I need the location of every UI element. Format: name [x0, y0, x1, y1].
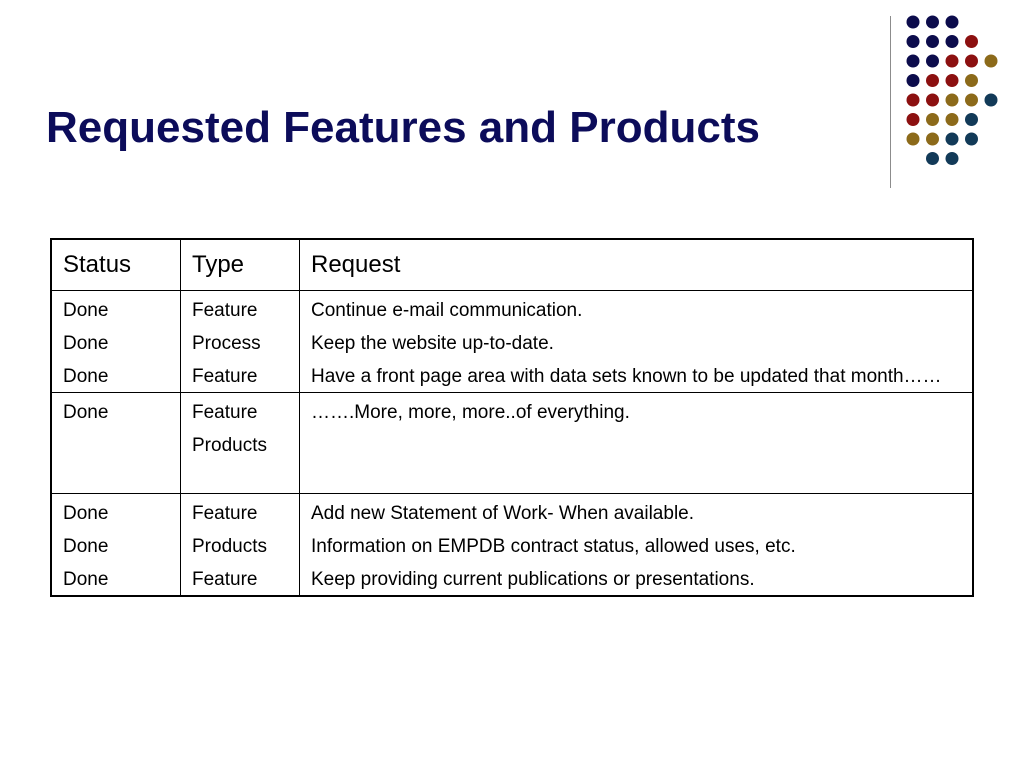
decoration-dot [946, 74, 959, 87]
type-value: Feature [192, 300, 258, 321]
decoration-dot [907, 16, 920, 29]
request-text: Add new Statement of Work- When available. [311, 503, 695, 524]
decoration-dot [907, 133, 920, 146]
type-cell [181, 494, 300, 597]
decoration-dot [946, 133, 959, 146]
header-status: Status [51, 239, 181, 291]
request-text: …….More, more, more..of everything. [311, 402, 630, 423]
type-value: Feature [192, 402, 258, 423]
request-cell [300, 291, 974, 393]
decoration-dot [985, 55, 998, 68]
decoration-dot [907, 113, 920, 126]
status-value: Done [63, 569, 109, 590]
request-text: Continue e-mail communication. [311, 300, 583, 321]
type-value: Feature [192, 503, 258, 524]
slide-title: Requested Features and Products [46, 103, 760, 152]
type-value: Feature [192, 569, 258, 590]
status-value: Done [63, 366, 109, 387]
decoration-dot [926, 35, 939, 48]
decoration-dot [946, 94, 959, 107]
decoration-dot [965, 74, 978, 87]
request-text: Keep providing current publications or presentations. [311, 569, 755, 590]
table-row [51, 393, 973, 494]
table-header-row [51, 239, 973, 291]
status-value: Done [63, 536, 109, 557]
table-row [51, 494, 973, 597]
type-value: Feature [192, 366, 258, 387]
request-cell [300, 393, 974, 494]
decoration-dot [965, 133, 978, 146]
status-value: Done [63, 402, 109, 423]
header-type: Type [181, 239, 300, 291]
request-text: Keep the website up-to-date. [311, 333, 554, 354]
decoration-dot [926, 133, 939, 146]
type-cell [181, 291, 300, 393]
type-value: Products [192, 435, 267, 456]
decoration-dot [926, 16, 939, 29]
decoration-dot [946, 35, 959, 48]
request-cell [300, 494, 974, 597]
decoration-dot [926, 94, 939, 107]
decoration-dot [907, 55, 920, 68]
decoration-dot [985, 94, 998, 107]
type-cell [181, 393, 300, 494]
request-text: Information on EMPDB contract status, allowed uses, etc. [311, 536, 796, 557]
decoration-dot [926, 113, 939, 126]
decoration-dot [965, 113, 978, 126]
decoration-dot [965, 55, 978, 68]
status-cell [51, 291, 181, 393]
decoration-dot [965, 94, 978, 107]
status-value: Done [63, 300, 109, 321]
title-divider [890, 16, 891, 188]
decoration-dot [946, 152, 959, 165]
type-value: Process [192, 333, 261, 354]
decoration-dot [907, 35, 920, 48]
decoration-dot [926, 74, 939, 87]
decoration-dot [946, 55, 959, 68]
decoration-dot [965, 35, 978, 48]
status-cell [51, 494, 181, 597]
table-row [51, 291, 973, 393]
status-cell [51, 393, 181, 494]
header-request: Request [300, 239, 974, 291]
dot-pattern-decoration [905, 10, 1017, 170]
decoration-dot [907, 94, 920, 107]
status-value: Done [63, 503, 109, 524]
decoration-dot [946, 113, 959, 126]
request-text: Have a front page area with data sets known to be updated that month…… [311, 366, 942, 387]
decoration-dot [946, 16, 959, 29]
decoration-dot [926, 55, 939, 68]
status-value: Done [63, 333, 109, 354]
decoration-dot [926, 152, 939, 165]
requests-table [50, 238, 974, 597]
type-value: Products [192, 536, 267, 557]
decoration-dot [907, 74, 920, 87]
